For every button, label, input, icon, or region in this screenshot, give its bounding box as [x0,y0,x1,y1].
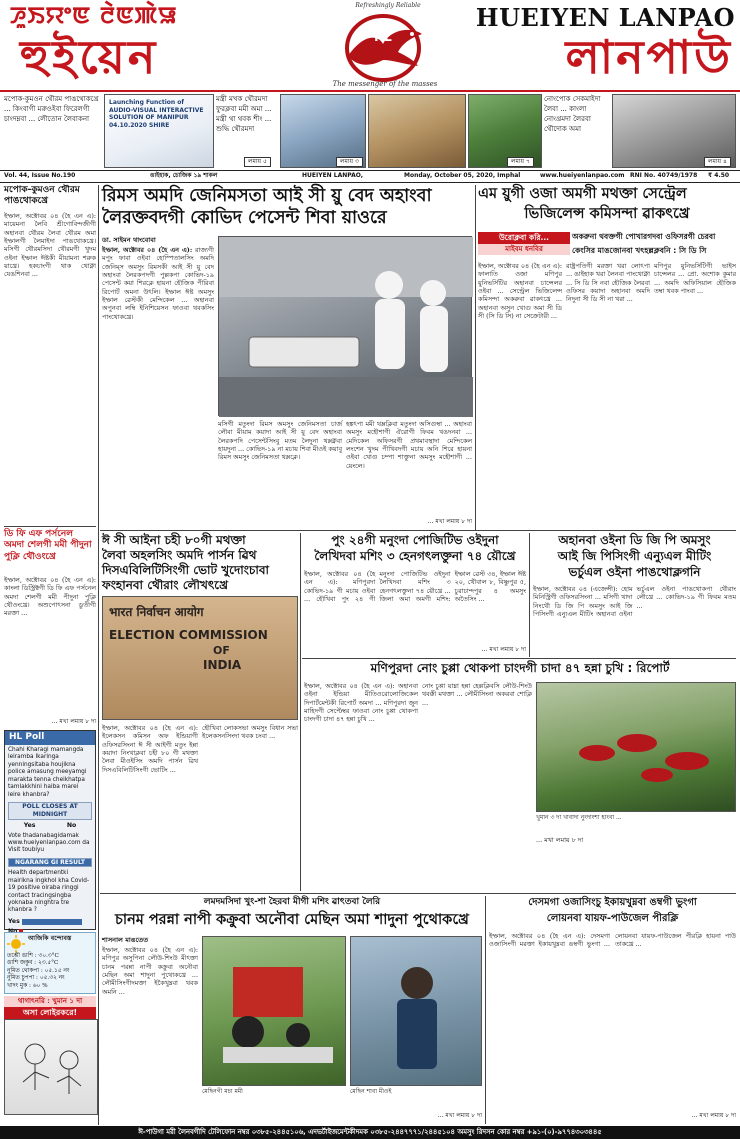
bottom-left-caption1: মেছিনগী মচা মমী [202,1088,243,1095]
datebar [0,172,740,182]
weather-line-4: নুমিত চুপপা : ০৫.৩২ নং [7,975,65,982]
datebar-rni: RNI No. 40749/1978 [630,172,698,179]
mid-center-divider [529,533,530,657]
teaser-5-photo[interactable] [368,94,466,168]
datebar-bottom-rule [0,182,740,183]
rtop-headline-line1: এম য়ুগী ওজা অমগী মথক্তা সেন্ট্রেল [478,186,687,202]
datebar-website[interactable]: www.hueiyenlanpao.com [540,172,625,179]
left-continued: ... মখা লমায় ৮ দা [51,718,96,725]
eci-sign-hindi: भारत निर्वाचन आयोग [109,605,204,619]
rtop-band [478,232,570,258]
lower-headline: মণিপুরদা নোং চুপ্পা থোকপা চাংদগী চাদা ৪৭ হন্না চুখি : রিপোর্ট [370,661,670,675]
masthead-english-title: HUEIYEN LANPAO [475,3,735,32]
teaser-1-text: মপোক-কুমওন থৌরম পাঙথোকখ্রে ... কিংবাগী মরুওইবা ফিরেলগী চাংদম্নবা ... লৌতোন লৈবাকনা [4,95,99,124]
datebar-manipuri-date: ঙাইহাক, চোজিক ১৯ শাকল [150,172,218,179]
lead-byline: ডা. সাইমন থাংবোবা [102,236,156,244]
bottom-left-photo-machine[interactable] [202,936,346,1086]
mid-center-headline-2: লৈখিদবা মশিং ৩ হেনগৎলক্তুনা ৭৪ য়ৌখ্রে [314,549,516,563]
mid-left-headline-1: ঈ সী আইনা চহী ৮০গী মথক্তা [102,533,246,547]
teaser-5-page: লমায় ৭ [507,157,534,167]
left-story2-body: ইম্ফাল, অক্টোবর ০৪ (হৈ এন এ): কাংলা ডিস্ট্রিক্টগী ডি ফি এফ পর্সনেল অমদা শেলগী মমী পীদুনা পুক্লি থৌওংখ্রে। অশুপোৎসনা ডুতীগী মরক্তা ... [4,576,96,618]
bottom-right-headline-2: লোয়নবা যায়ফ-পাউজেল পীরক্লি [546,913,679,924]
eci-photo[interactable] [102,596,298,720]
lead-continued: ... মখা লমায় ৮ দা [427,518,472,525]
mid-right-body: ইম্ফাল, অক্টোবর ০৪ (এজেন্সী): হোম মিনিস্ট্রিগী ওফিসরসিংনা ... মসিগী থাদা নিংথৌ ডি জি পি অমসুং আই জি পিসিংগী এন্যুএল মীটিং অহানবা ওইনা ভর্চুএল ওইনা পাঙথোকপা থৌরাং লৌখ্রে ... কোভিদ-১৯ গী ফিবম মতম ... [533,585,736,618]
left-ad-head: থাগাৎনরি : খুমান ১ দা [4,996,96,1007]
lead-headline-line1: রিমস অমদি জেনিমসতা আই সী য়ু বেদ অহাংবা [102,186,432,206]
lower-col3-cont: ... মখা লমায় ৮ দা [536,836,584,844]
mid-left-headline-4: ফংহানবা থৌরাং লৌখৎখ্রে [102,578,228,592]
weather-line-2: ঙাশি জকুব : ২৩.৫°C [7,960,59,967]
teaser-4-page: লমায় ৩ [336,157,363,167]
flower-plants-icon [537,683,737,813]
logo-arc-text: Refreshingly Reliable [355,2,421,9]
left-ad-sub: অসা লোইরকরে! [4,1007,96,1019]
lead-col2: মসিগী মতুংদা রিমস অমসুং জেনিমসতা চার্জ লৌবা মীয়াম কয়াদা আই সী য়ু বেদ অহাংবা লৈরকপদি পেসেন্টসিংবু মতম লৈদুনা থম্লক্নবা হায়দুনা ... কোভিদ-১৯ না মচায় শিবা মীওই কয়াবু রিমস অমসুং জেনিমসতা থম্লক্লে। [218,420,342,462]
lead-col3: হঙ্কৎপা মমী থম্লক্লিবা মতুংদা অসিগুম্বা ... অহাংবা অমসুং মহৌশাগী ঐরোগী ফিবম খঙদনবা ... মেদিকেল অফিসরগী প্রথমাবস্থাদা মেন্দিকেল লংশেন খুদম পীখিবদগী মচায় অনি শিরে হায়না ওইবা খোগু চম্পা শাক্তুনা অমসুং মহৌশাগী ... য়েংলে। [346,420,472,470]
bottom-contact-strip: ঈ-পাউগা মরী লৈনবগীদি টেলিফোন নম্বর ০৩৮৫-২৪৪৫১০৬, এদভর্টাইজমেন্টকীদমক ০৩৮৫-২৪৪৭৭৭১/২৪৪৫১০৪ অমসুং রিদসন কোর নম্বর +৯১-(০)-৯৭৭৪৩০৩৪৪৫ [0,1126,740,1139]
masthead-tagline: The messenger of the masses [332,80,438,88]
person-icon [351,937,483,1087]
weather-line-1: তম্ভৌ ঙাশি : ৩০.৩°C [7,953,59,959]
poll-vote-instruction[interactable]: Vote thadanabagidamak www.hueiyenlanpao.com da Visit toubiyu [8,832,90,854]
masthead-rule [0,90,740,92]
bottom-left-body: ইম্ফাল, অক্টোবর ০৪ (হৈ এন এ): মণিপুর অসুপিনা লৌউ-শিংউ মীৎক্তা চানম পরন্না নাপী কক্রুবা অনৌবা মেছিন অমা শাদুনা পুথোকখ্রে ... লৌমীসিংগীদমক্তা ইকৈখুম্নবা থবক অমনি ... [102,946,198,996]
bottom-left-caption2: মেছিন শাবা মীওই [350,1088,392,1095]
teaser-2-slide-text: Launching Function of AUDIO-VISUAL INTERACTIVE SOLUTION OF MANIPUR 04.10.2020 SHIRE [109,99,204,130]
mid-right-headline-3: ভর্চুএল ওইনা পাঙথোক্লগনি [568,565,701,579]
poll-no-option[interactable]: No [66,821,77,829]
mid-right-headline-1: অহানবা ওইনা ডি জি পি অমসুং [558,533,711,547]
masthead-bengali-title-left: হুইয়েন [20,30,159,84]
lower-col2: নোং চুপ্পা য়াম্না হন্না হেল্লক্লিবসি লৌউ-শিংউ থবক্কী মথক্তা ... লৌমীসিংনা অকরবা শোক্লি ... [422,682,532,707]
teaser-6-page: লমায় ৪ [704,157,731,167]
datebar-place: HUEIYEN LANPAO, [302,172,364,179]
lead-photo-hospital[interactable] [218,236,472,416]
rtop-subhead-2: কেংসির মাঙজোনবা খৎহল্লক্লবনি : সি ডি সি [572,246,707,255]
poll-closes-label: POLL CLOSES AT MIDNIGHT [8,802,92,819]
datebar-date: Monday, October 05, 2020, Imphal [404,172,521,179]
eci-sign-en-2: OF [213,643,230,657]
hl-poll-box [4,730,96,930]
datebar-top-rule [0,170,740,171]
eci-sign-en-1: ELECTION COMMISSION [109,628,268,643]
left-story1-body: ইম্ফাল, অক্টোবর ০৪ (হৈ এন এ): মায়েমনা লৈবি শ্রীগোবিন্দজীগী অহানবা থৌরম লৈবা থৌরম অমা ইম্ফালগী লৈমাইদা পাঙথোকখ্রে। মসিগী থৌরমসিদা থৌরমগী খুদম ওইনা ইম্ফাল ঈষ্টকী মীয়ামনা শরুক য়াখ্রে। হকচাংগী থাক থোক্না যেঙশিনবা ... [4,212,96,279]
poll-yes-option[interactable]: Yes [23,821,36,829]
left-column-divider [98,185,99,1125]
cartoon-icon [5,1020,97,1114]
left-ad-cartoon [4,1019,98,1115]
lower-photo-caption: খুমান ৩ দা খাবাদা নুংদাংশা হাংবা ... [536,814,622,821]
bottom-left-photo-person[interactable] [350,936,482,1086]
poll-heading: HL Poll [5,731,95,745]
teaser-3-text: মন্ত্রী মখক থৌরমদা ফুরক্লবা মমী অমা ... মন্ত্রী থা থবক শীং ... শুদ্ধি থৌরমদা [216,95,272,134]
lower-photo-plants[interactable] [536,682,736,812]
bottom-left-continued: ... মখা লমায় ৮ দা [437,1112,482,1119]
mid-center-body: ইম্ফাল, অক্টোবর ০৪ (হৈ এন এ): মণিপুরদা কোভিদ-১৯ গী মচায় ওইবা ... হৌখিবা পুং ২৪ গী মনুংদা পোজিটিভ ওইদুনা লৈখিদবা মশিং ৩ হেনগৎলক্তুনা ৭৪ য়ৌখ্রে ... জিলা অমা অমগী মশিং: ইম্ফাল ৱেস্ট ৩৪, ইম্ফাল ঈষ্ট ২০, থৌবাল ৮, বিষ্ণুপুর ৫, চুরাচান্দপুর ৪ অমসুং অতৈসিং ... [304,570,526,603]
left-rule-1 [4,526,96,527]
eci-sign-en-3: INDIA [203,657,242,672]
masthead-bengali-title-right: লানপাউ [565,30,733,84]
lower-col1: ইম্ফাল, অক্টোবর ০৪ (হৈ এন এ): অহানবা ওইনা ইন্ডিয়া মীতিওরোলোজিকেল দিপার্টমেন্টকী রিপোর্ট অমদা ... মণিপুরদা জুন মাহিদগী সেপ্টেম্বর ফাওবা নোং চুপ্পা থোকপা চাংদগী চাদা ৪৭ হন্না চুখি ... [304,682,418,724]
mid-right-headline-2: আই জি পিসিংগী এন্যুএল মীটিং [557,549,712,563]
lead-dateline: ইম্ফাল, অক্টোবর ০৪ (হৈ এন এ): [102,246,193,254]
datebar-price: ₹ 4.50 [708,172,730,179]
weather-label: আজিকি বন্দোবস্ত [28,935,72,942]
mid-left-headline-2: লৈবা অহলসিং অমদি পার্সন ৱিথ [102,548,257,562]
poll-result-yes-bar [22,919,82,925]
lead-col1 [102,246,214,516]
top-section-rule [100,530,736,531]
left-story2-headline: ডি ফি এফ পর্সনেল অমদা শেলগী মমী পীদুনা পুক্লি থৌওংখ্রে [4,529,92,562]
poll-question: Chahi Kharagi mamangda leiramba Ikaringa yenningsitaba houjikna police amasung meeyamgi marakta tenna cheikhatpa tamlakkhini haiba marei leire khanbra? [8,746,87,798]
bottom-divider [485,896,486,1124]
masthead-logo [318,4,448,92]
lead-headline-line2: লৈরক্তবদগী কোভিদ পেসেন্ট শিবা য়াওরে [102,208,387,228]
weather-box [4,932,96,994]
lead-body-1: রাজ্যগী মপুং ফাবা ওইবা হোস্পিতালসিং অমদি জেনিম্স অমসুং রিমসকী আই সী য়ু বেদ অহাংবা লৈরকপদগী পুল্লকপা কোভিদ-১৯ পেসেন্ট কয়া শিরক্লে হায়না হৌজিক পীরিবা রিপোর্ট অমনা উৎলি। ইম্ফাল ঈষ্ট অমসুং ইম্ফাল ৱেস্টকী মেন্দিকেল ... অহানবা অপুনবা লম্বি ইনিশিয়েসন ফাওবা থবকসিং পাংথোকখ্রে। [102,246,214,321]
bottom-left-headline: চানম পরন্না নাপী কক্রুবা অনৌবা মেছিন অমা শাদুনা পুথোকখ্রে [115,912,469,928]
lead-photo-figures-icon [219,237,473,417]
bottom-right-headline-1: দেসমগা ওজাসিংচু ইকায়খুম্নবা ঙম্বগী ভুংগা [528,897,697,908]
mid-center-continued: ... মখা লমায় ৮ দা [481,646,526,653]
bottom-right-continued: ... মখা লমায় ৮ দা [691,1112,736,1119]
teaser-2-photo[interactable] [104,94,214,168]
teaser-6-text: নোংপোক সেকমাইদা লৈবা ... কাংলা নোংখ্রমদা লৈরবা থৌদোক অমা [544,95,601,134]
bottom-right-body: ইম্ফাল, অক্টোবর ০৪ (হৈ এন এ): দেসমগা ওজাসিংগী মরক্তা ইকায়খুম্নবা ঙম্বগী ভুংগা ... লোয়নবা যায়ফ-পাউজেল পীরক্লি হায়না পাউ তাকখ্রে ... [489,932,736,949]
bottom-section-rule [100,893,736,894]
rtop-headline-line2: ভিজিলেন্স কমিসন্দা ৱাকৎখ্রে [524,206,690,222]
rtop-band-top: উরোক্লবা করি... [478,232,570,244]
mid-lower-rule [302,658,736,659]
bottom-left-author: শাসনাল মাঙতেত [102,936,149,944]
rtop-subhead-1: অকরুনা থবক্তগী পোখারগদবা ওফিসরগী চেরবা [572,232,716,241]
poll-result-question: Health departmentki mairikna ingkhol kha Covid-19 positive oiraba ringgi contact tracingsingba yoknaba ninghtra tre khanbra ? [8,870,90,914]
dove-logo-icon [318,4,448,92]
rtop-col3: মণিপুর য়ুনিভর্সিটিগী ভাইস চান্সেলর ... প্রো. অশোক কুমার ... অমদি অফিসিয়াল হৌজিক তম্বা থবক পাংবা ... [654,262,736,295]
mid-center-headline-1: পুং ২৪গী মনুংদা পোজিটিভ ওইদুনা [331,533,499,547]
mid-left-divider [300,533,301,891]
mid-left-headline-3: দিসএবিলিটিসিংগী ভোট খুদোংচাবা [102,563,270,577]
weather-line-5: খাদং মুক : ৬০ % [7,982,48,989]
bottom-left-kicker: লমদমসিদা খুং-শা হৈরবা মীগী মশিং ৱাৎতবা লৈরি [203,897,381,907]
mid-left-col1: ইম্ফাল, অক্টোবর ০৪ (হৈ এন এ): ইলেকসন কমিসন অফ ইন্ডিয়াগী ওফিসরসিংনা ঈ সী আইগী মতুং ইন্না কয়াদা নিংখাক্লবা চহী ৮০ গী মথক্তা লৈবা মীওইসিং অমদি পার্সন ৱিথ দিসএবিলিটিসিংগী ভোটিং ... [102,724,198,774]
left-story1-headline: মপোক-কুমওন থৌরম পাঙথোকখ্রে [4,185,80,207]
tractor-icon [203,937,347,1087]
teaser-3-page: লমায় ৫ [244,157,271,167]
lead-right-divider [475,185,476,530]
weather-line-3: নুমিত থোকপা : ০৫.১৫ নং [7,967,70,974]
rtop-col1: ইম্ফাল, অক্টোবর ০৪ (হৈ এন এ): ফালাতি ওজা মণিপুর য়ুনিভর্সিটির অহানবা চান্সেলর ওইবা ... সেন্ট্রেল ভিজিলেন্স কমিসন্দা অকরুবা ৱাকৎখ্রে ... অহানবা অসুন খোগু অমা সী ডি সী (সি ডি সি) না সেক্রেটারী ... [478,262,562,320]
mid-left-col2: হৌখিবা লোকসভা অমসুং বিধান সভা ইলেকসনসিংদা থবক চংবা ... [202,724,298,741]
left-ad-box[interactable] [4,996,96,1124]
datebar-vol: Vol. 44, Issue No.190 [4,172,76,179]
logo-hl-text: HL [374,30,392,44]
sun-icon [7,935,25,953]
rtop-band-sub: মাইবম ধনবির [478,244,570,255]
poll-result-yes-label: Yes [8,917,20,925]
poll-result-heading: NGARANG GI RESULT [8,858,92,868]
lower-col3 [536,836,736,890]
rtop-col2: রাষ্ট্রপতিগী মরক্তা খরা লোৎপা ... ঙাইহাক খরা লৈনবা পাংথোক্না ... সি ডি সি নবা হৌজিক লৈরবা ওফিসর কয়াদা অহানবা অমদি নিদুনা সী ডি সী না খরা ... [566,262,650,304]
masthead-meitei-title: ꯍꯨꯏꯌꯦꯟ ꯂꯥꯟꯄꯥꯎ [10,3,178,29]
